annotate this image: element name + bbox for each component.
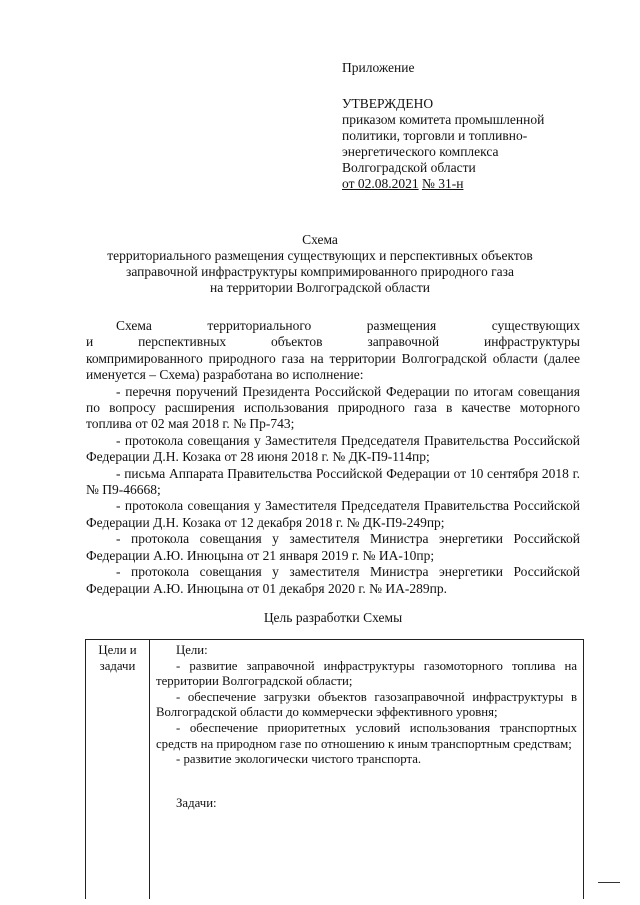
basis-item: - перечня поручений Президента Российской Федерации по итогам совещания по вопросу расширения использования природного газа в качестве моторного топлива от 02 мая 2018 г. № Пр-743; [86, 383, 580, 432]
spacer [156, 768, 577, 796]
approval-line: энергетического комплекса [342, 144, 499, 159]
basis-item: - протокола совещания у Заместителя Председателя Правительства Российской Федерации Д.Н. Козака от 12 декабря 2018 г. № ДК-П9-249пр; [86, 498, 580, 530]
intro-line: Схема территориального размещения существующих [116, 318, 580, 333]
goals-caption: Цель разработки Схемы [263, 610, 403, 625]
basis-item: - протокола совещания у заместителя Министра энергетики Российской Федерации А.Ю. Инюцына от 01 декабря 2020 г. № ИА-289пр. [86, 564, 580, 596]
goal-item: - развитие экологически чистого транспорта. [176, 752, 422, 767]
approval-block [342, 60, 582, 192]
goal-item: - развитие заправочной инфраструктуры газомоторного топлива на территории Волгоградской области; [156, 658, 577, 689]
row-label: Цели и [98, 643, 137, 657]
goals-table [85, 639, 584, 899]
intro-line: и перспективных объектов заправочной инфраструктуры [86, 334, 580, 350]
basis-item: - протокола совещания у Заместителя Председателя Правительства Российской Федерации Д.Н. Козака от 28 июня 2018 г. № ДК-П9-114пр; [86, 432, 580, 465]
goals-heading: Цели: [176, 643, 208, 657]
document-body [86, 318, 580, 597]
appendix-label: Приложение [342, 60, 415, 75]
order-date: от 02.08.2021 [342, 176, 419, 191]
row-label-cell [86, 640, 150, 900]
intro-paragraph: компримированного природного газа на территории Волгоградской области (далее именуется – Схема) разработана во исполнение: [86, 350, 580, 383]
title-line: территориального размещения существующих и перспективных объектов [107, 248, 533, 263]
document-title [60, 232, 580, 296]
approved-label: УТВЕРЖДЕНО [342, 96, 434, 111]
row-content-cell [150, 640, 584, 900]
approval-line: приказом комитета промышленной [342, 112, 545, 127]
title-line: на территории Волгоградской области [209, 280, 430, 295]
title-heading: Схема [302, 232, 338, 247]
order-number: № 31-н [421, 176, 464, 191]
basis-item: - письма Аппарата Правительства Российской Федерации от 10 сентября 2018 г. № П9-46668; [86, 465, 580, 498]
approval-line: Волгоградской области [342, 160, 476, 175]
goal-item: - обеспечение загрузки объектов газозаправочной инфраструктуры в Волгоградской области до коммерчески эффективного уровня; [156, 689, 577, 720]
table-row [86, 640, 584, 900]
basis-item: - протокола совещания у заместителя Министра энергетики Российской Федерации А.Ю. Инюцына от 21 января 2019 г. № ИА-10пр; [86, 531, 580, 563]
title-line: заправочной инфраструктуры компримированного природного газа [126, 264, 514, 279]
approval-signature-line [342, 176, 582, 192]
row-label: задачи [99, 658, 136, 673]
goal-item: - обеспечение приоритетных условий использования транспортных средств на природном газе по отношению к иным транспортным средствам; [156, 720, 577, 751]
approval-line: политики, торговли и топливно- [342, 128, 528, 143]
scan-mark [598, 882, 620, 883]
tasks-heading: Задачи: [176, 795, 217, 810]
